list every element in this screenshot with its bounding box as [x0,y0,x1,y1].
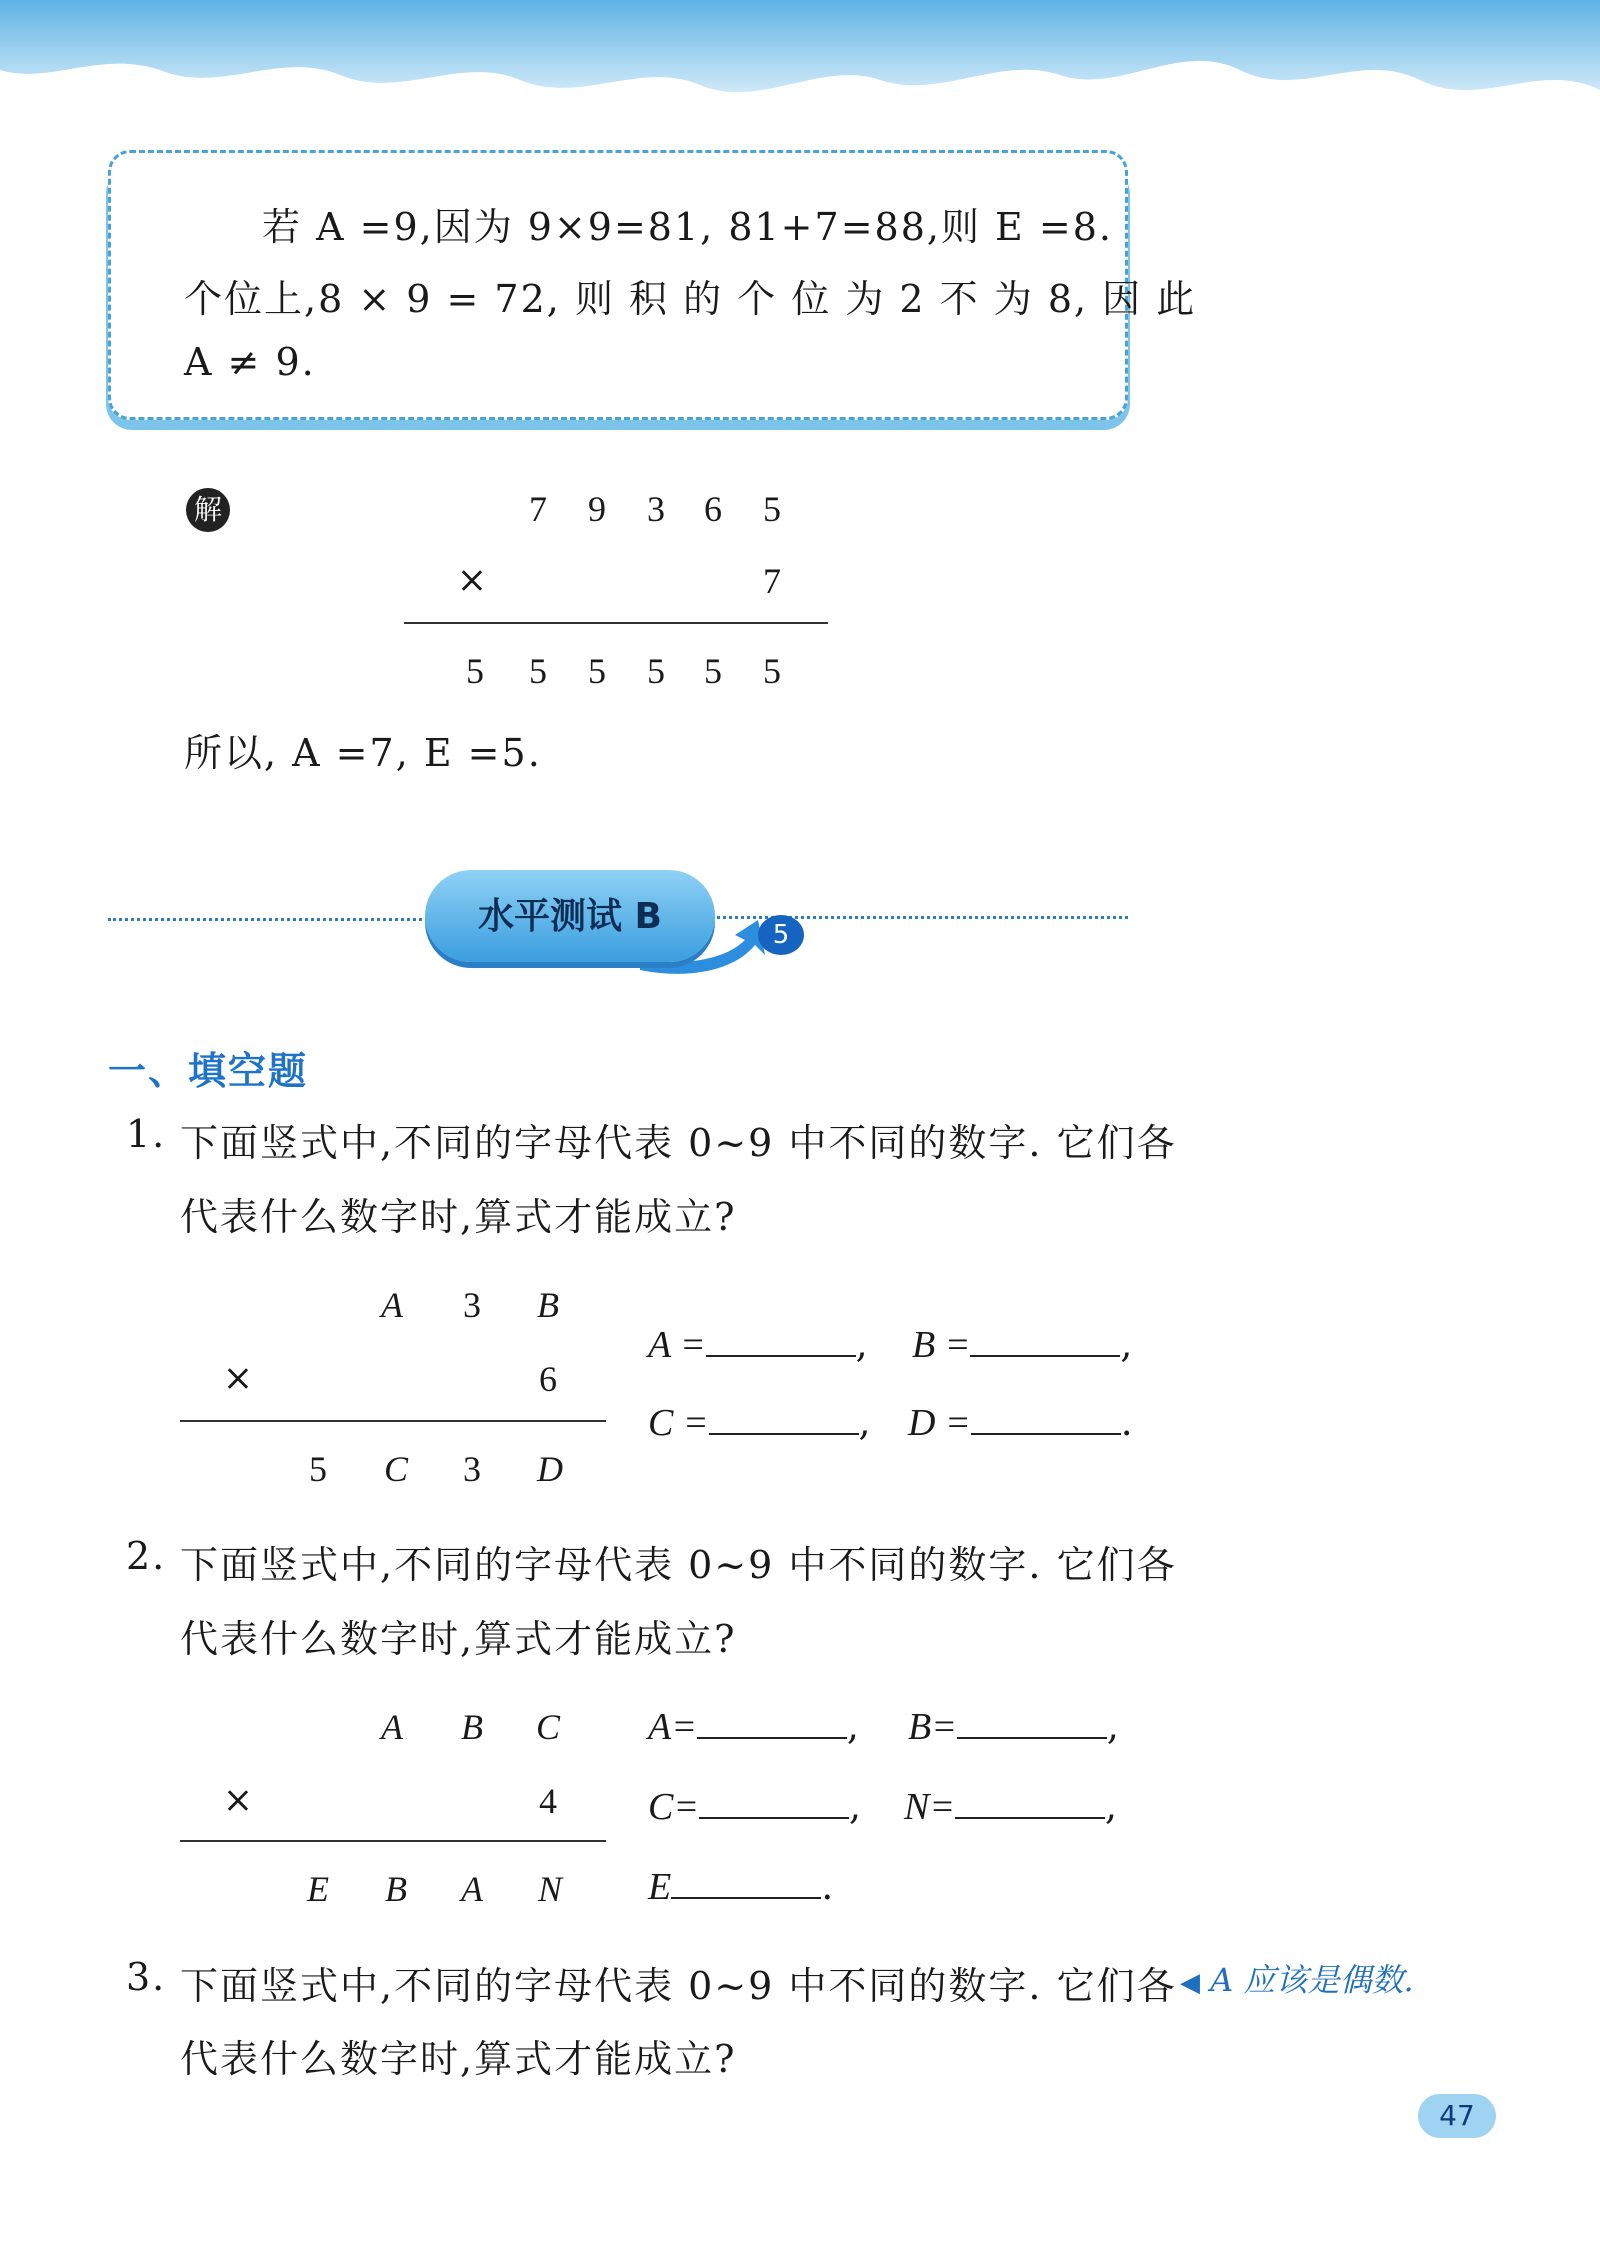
answer-blank[interactable] [970,1325,1120,1357]
answer-blank[interactable] [971,1403,1121,1435]
p1-answer-a [648,1322,868,1367]
side-note [1180,1955,1414,2001]
sol-product-digit: 5 [466,651,484,691]
sol-rule [404,622,828,624]
p1-answer-b [912,1322,1132,1367]
p2-bottom-letter: E [307,1869,329,1909]
p1-bottom-digit: 3 [463,1449,481,1489]
p2-multiplier: 4 [539,1781,557,1821]
header-sky-decoration [0,0,1600,140]
p1-top-letter: A [381,1285,403,1325]
answer-label: B = [912,1324,971,1366]
answer-label: C = [648,1402,709,1444]
answer-blank[interactable] [706,1325,856,1357]
answer-blank[interactable] [957,1707,1107,1739]
answer-separator: , [855,1322,868,1366]
sol-product-digit: 5 [647,651,665,691]
problem-2-text-line-2: 代表什么数字时,算式才能成立? [180,1617,737,1661]
section-number-badge: 5 [758,915,804,955]
hint-line-1: 若 A =9,因为 9×9=81, 81+7=88,则 E =8. [262,205,1113,249]
answer-blank[interactable] [697,1707,847,1739]
sol-product-digit: 5 [529,651,547,691]
problem-3-text-line-1: 下面竖式中,不同的字母代表 0~9 中不同的数字. 它们各 [180,1964,1177,2008]
p1-answer-c [648,1400,871,1445]
answer-separator: . [821,1864,834,1908]
banner-dotted-line-left [108,918,428,921]
answer-separator: , [858,1400,871,1444]
problem-1-number: 1. [126,1112,167,1156]
p2-answer-b [908,1704,1119,1749]
answer-label: A= [648,1706,697,1748]
page-number: 47 [1418,2094,1496,2138]
p1-rule [180,1420,606,1422]
p1-bottom-letter: D [537,1449,563,1489]
side-note-text: A 应该是偶数. [1210,1961,1414,1999]
sol-multiplicand-digit: 7 [529,489,547,529]
p2-answer-c [648,1784,861,1829]
side-note-arrow-icon: ◀ [1180,1968,1200,1998]
p2-bottom-letter: B [385,1869,407,1909]
problem-1-text-line-2: 代表什么数字时,算式才能成立? [180,1195,737,1239]
answer-blank[interactable] [955,1787,1105,1819]
sol-product-digit: 5 [763,651,781,691]
sol-multiplicand-digit: 5 [763,489,781,529]
p2-top-letter: C [535,1707,560,1747]
sol-multiplicand-digit: 6 [704,489,722,529]
answer-label: B= [908,1706,957,1748]
answer-label: A = [648,1324,706,1366]
answer-separator: , [1105,1784,1118,1828]
answer-blank[interactable] [699,1787,849,1819]
p2-times-sign: × [222,1780,254,1821]
p2-rule [180,1840,606,1842]
sol-times-sign: × [456,560,488,601]
solution-badge: 解 [186,488,230,532]
problem-2-text-line-1: 下面竖式中,不同的字母代表 0~9 中不同的数字. 它们各 [180,1543,1177,1587]
answer-separator: , [1120,1322,1133,1366]
p2-bottom-letter: A [461,1869,483,1909]
section-title: 水平测试 B [478,896,662,937]
p2-answer-n [904,1784,1117,1829]
section-heading: 一、填空题 [108,1049,309,1093]
hint-line-3: A ≠ 9. [184,340,316,384]
answer-label: D = [908,1402,971,1444]
p1-top-letter: B [537,1285,559,1325]
answer-label: N= [904,1786,955,1828]
hint-line-2: 个位上,8 × 9 = 72, 则 积 的 个 位 为 2 不 为 8, 因 此 [184,277,1197,321]
p2-bottom-letter: N [537,1869,562,1909]
p1-bottom-letter: C [383,1449,408,1489]
p1-answer-d [908,1400,1133,1445]
p2-answer-e [648,1864,833,1909]
sol-product-digit: 5 [588,651,606,691]
answer-separator: , [1106,1704,1119,1748]
p1-bottom-digit: 5 [309,1449,327,1489]
solution-conclusion: 所以, A =7, E =5. [184,731,542,775]
sol-product-digit: 5 [704,651,722,691]
sol-multiplicand-digit: 9 [588,489,606,529]
problem-3-text-line-2: 代表什么数字时,算式才能成立? [180,2037,737,2081]
problem-1-text-line-1: 下面竖式中,不同的字母代表 0~9 中不同的数字. 它们各 [180,1121,1177,1165]
answer-blank[interactable] [671,1867,821,1899]
p1-times-sign: × [222,1358,254,1399]
sol-multiplicand-digit: 3 [647,489,665,529]
problem-2-number: 2. [126,1534,167,1578]
answer-separator: , [849,1784,862,1828]
p2-top-letter: A [381,1707,403,1747]
p1-top-digit: 3 [463,1285,481,1325]
p2-answer-a [648,1704,859,1749]
answer-label: E [648,1866,672,1908]
sol-multiplier: 7 [763,561,781,601]
answer-label: C= [648,1786,699,1828]
p2-top-letter: B [461,1707,483,1747]
p1-multiplier: 6 [539,1359,557,1399]
answer-blank[interactable] [709,1403,859,1435]
answer-separator: . [1120,1400,1133,1444]
answer-separator: , [846,1704,859,1748]
problem-3-number: 3. [126,1955,167,1999]
